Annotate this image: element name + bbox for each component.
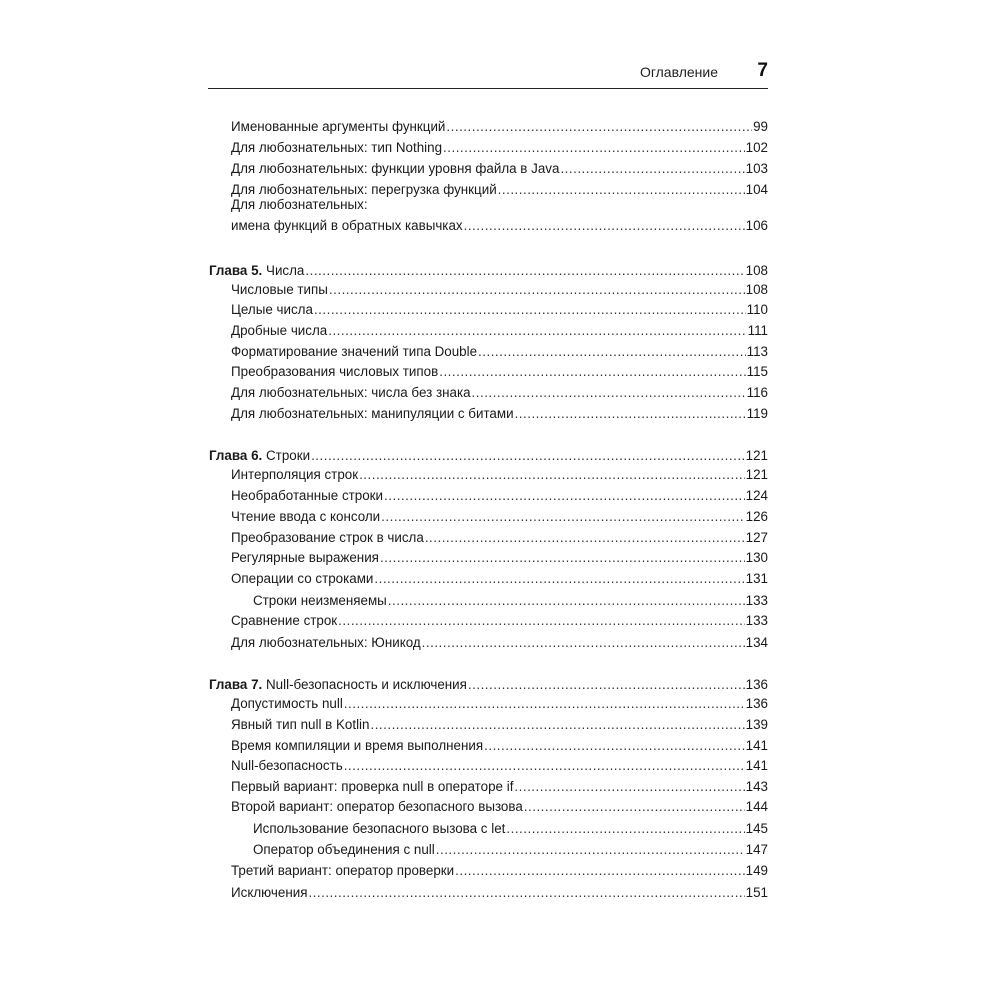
toc-entry-title <box>231 118 445 136</box>
toc-entry[interactable] <box>231 508 768 526</box>
toc-entry-text: Дробные числа <box>231 323 328 338</box>
toc-entry-title-line1: Для любознательных: <box>231 197 368 212</box>
toc-page-number: 104 <box>745 182 768 197</box>
toc-chapter-entry[interactable] <box>209 447 768 465</box>
toc-entry[interactable] <box>231 695 768 713</box>
toc-entry-title <box>231 737 483 755</box>
toc-entry-title <box>253 841 435 859</box>
toc-page-number: 144 <box>745 799 768 814</box>
toc-entry[interactable] <box>231 798 768 816</box>
toc-entry-title <box>231 884 307 902</box>
toc-page-number: 116 <box>746 385 768 400</box>
dot-leader <box>468 676 745 694</box>
toc-entry-text: Null-безопасность и исключения <box>266 677 467 692</box>
toc-page-number: 115 <box>746 364 768 379</box>
dot-leader <box>464 217 745 235</box>
toc-page-number: 149 <box>745 863 768 878</box>
dot-leader <box>436 841 745 859</box>
toc-page-number: 133 <box>745 593 768 608</box>
toc-entry-text: Первый вариант: проверка null в операторе if <box>231 779 514 794</box>
toc-page-number: 126 <box>745 509 768 524</box>
toc-page-number: 136 <box>745 696 768 711</box>
running-head-title: Оглавление <box>639 64 718 80</box>
dot-leader <box>524 798 745 816</box>
dot-leader <box>370 716 744 734</box>
toc-entry-text: Явный тип null в Kotlin <box>231 717 370 732</box>
toc-entry-title <box>231 139 442 157</box>
toc-entry[interactable] <box>231 529 768 547</box>
toc-entry[interactable] <box>231 634 768 652</box>
toc-entry-text: Для любознательных: Юникод <box>231 635 421 650</box>
toc-entry[interactable] <box>231 343 768 361</box>
toc-entry-title <box>231 757 343 775</box>
dot-leader <box>311 447 745 465</box>
toc-chapter-entry[interactable] <box>209 262 768 280</box>
toc-page-number: 110 <box>746 302 768 317</box>
toc-entry-title <box>231 862 454 880</box>
toc-entry-title <box>231 217 463 235</box>
toc-entry[interactable] <box>231 570 768 588</box>
toc-entry[interactable] <box>231 862 768 880</box>
toc-page-number: 119 <box>746 406 768 421</box>
toc-page-number: 108 <box>745 263 768 278</box>
toc-entry[interactable] <box>231 757 768 775</box>
chapter-label: Глава 7. <box>209 677 263 692</box>
toc-entry-text: Строки <box>266 448 311 463</box>
page-number: 7 <box>757 60 768 81</box>
toc-page-number: 133 <box>745 613 768 628</box>
toc-page-number: 106 <box>745 218 768 233</box>
dot-leader <box>514 778 744 796</box>
toc-page-number: 130 <box>745 550 768 565</box>
toc-entry-title <box>231 549 379 567</box>
toc-page-number: 111 <box>747 323 768 338</box>
toc-entry-title <box>231 634 421 652</box>
toc-page-number: 99 <box>753 119 768 134</box>
toc-entry-text: Форматирование значений типа Double <box>231 344 478 359</box>
dot-leader <box>422 634 745 652</box>
toc-page-number: 134 <box>745 635 768 650</box>
toc-entry-title <box>231 301 313 319</box>
toc-page-number: 143 <box>745 779 768 794</box>
toc-entry-text: Именованные аргументы функций <box>231 119 446 134</box>
toc-entry-title <box>253 592 387 610</box>
toc-entry-text: Преобразование строк в числа <box>231 530 424 545</box>
toc-entry-title <box>231 363 438 381</box>
toc-entry[interactable] <box>231 549 768 567</box>
toc-entry-text: Для любознательных: числа без знака <box>231 385 471 400</box>
toc-entry-title <box>209 262 304 280</box>
toc-entry[interactable] <box>231 384 768 402</box>
toc-page-number: 131 <box>745 571 768 586</box>
dot-leader <box>515 405 746 423</box>
toc-entry-text: Чтение ввода с консоли <box>231 509 381 524</box>
toc-entry[interactable] <box>231 118 768 136</box>
toc-entry[interactable] <box>231 301 768 319</box>
dot-leader <box>338 612 745 630</box>
dot-leader <box>344 695 745 713</box>
dot-leader <box>506 820 744 838</box>
toc-entry[interactable] <box>231 612 768 630</box>
toc-entry[interactable] <box>231 405 768 423</box>
toc-entry[interactable] <box>231 322 768 340</box>
toc-page-number: 113 <box>746 344 768 359</box>
dot-leader <box>305 262 744 280</box>
running-head <box>208 60 768 89</box>
toc-page-number: 121 <box>745 467 768 482</box>
toc-entry-title <box>231 778 513 796</box>
dot-leader <box>446 118 752 136</box>
dot-leader <box>455 862 745 880</box>
dot-leader <box>359 466 745 484</box>
toc-entry-text: Числа <box>266 263 305 278</box>
toc-entry[interactable] <box>231 363 768 381</box>
dot-leader <box>328 322 746 340</box>
dot-leader <box>308 884 744 902</box>
toc-entry-text: Использование безопасного вызова с let <box>253 821 506 836</box>
toc-entry-text: Необработанные строки <box>231 488 384 503</box>
toc-entry[interactable] <box>231 716 768 734</box>
toc-entry-title <box>231 466 358 484</box>
toc-entry-text: Для любознательных: манипуляции с битами <box>231 406 514 421</box>
toc-entry-text: Третий вариант: оператор проверки <box>231 863 455 878</box>
toc-entry-title <box>231 160 559 178</box>
toc-page-number: 121 <box>745 448 768 463</box>
toc-entry-text: Регулярные выражения <box>231 550 379 565</box>
toc-entry-title <box>231 529 424 547</box>
toc-entry-text: Интерполяция строк <box>231 467 359 482</box>
toc-page-number: 127 <box>745 530 768 545</box>
toc-entry[interactable] <box>231 884 768 902</box>
toc-entry[interactable] <box>231 217 768 235</box>
toc-page-number: 103 <box>745 161 768 176</box>
toc-entry-title <box>231 508 380 526</box>
toc-page-number: 124 <box>745 488 768 503</box>
toc-entry[interactable] <box>231 281 768 299</box>
toc-page-number: 151 <box>745 885 768 900</box>
toc-entry[interactable] <box>253 841 768 859</box>
dot-leader <box>443 139 745 157</box>
dot-leader <box>329 281 745 299</box>
toc-page-number: 147 <box>745 842 768 857</box>
toc-entry-title <box>231 798 523 816</box>
toc-entry-title <box>231 322 327 340</box>
toc-entry[interactable] <box>253 820 768 838</box>
dot-leader <box>439 363 745 381</box>
toc-entry-title <box>231 570 373 588</box>
toc-entry[interactable] <box>253 592 768 610</box>
toc-page-number: 108 <box>745 282 768 297</box>
toc-page-number: 102 <box>745 140 768 155</box>
toc-entry-title <box>231 343 477 361</box>
toc-entry-title <box>231 716 369 734</box>
toc-entry-text: Числовые типы <box>231 282 328 297</box>
toc-chapter-entry[interactable] <box>209 676 768 694</box>
toc-entry-title <box>253 820 505 838</box>
toc-entry-title <box>231 695 343 713</box>
dot-leader <box>560 160 744 178</box>
toc-entry[interactable] <box>231 466 768 484</box>
toc-entry-text: Null-безопасность <box>231 758 343 773</box>
toc-entry-text: Сравнение строк <box>231 613 338 628</box>
dot-leader <box>478 343 746 361</box>
toc-entry-title <box>209 676 467 694</box>
toc-entry-title <box>209 447 310 465</box>
toc-entry-text: Преобразования числовых типов <box>231 364 439 379</box>
dot-leader <box>381 508 744 526</box>
toc-entry-text: Строки неизменяемы <box>253 593 387 608</box>
toc-page-number: 136 <box>745 677 768 692</box>
toc-entry-text: Для любознательных: функции уровня файла в Java <box>231 161 560 176</box>
toc-entry[interactable] <box>231 160 768 178</box>
dot-leader <box>384 487 745 505</box>
toc-entry-text: Операции со строками <box>231 571 374 586</box>
toc-entry[interactable] <box>231 487 768 505</box>
toc-entry-title <box>231 487 383 505</box>
toc-entry-title <box>231 405 514 423</box>
toc-page-number: 141 <box>745 738 768 753</box>
toc-entry-title <box>231 281 328 299</box>
toc-entry[interactable] <box>231 737 768 755</box>
toc-entry-text: Оператор объединения с null <box>253 842 435 857</box>
dot-leader <box>498 181 745 199</box>
toc-entry-text: Второй вариант: оператор безопасного вызова <box>231 799 523 814</box>
toc-entry-text: Исключения <box>231 885 308 900</box>
chapter-label: Глава 6. <box>209 448 263 463</box>
dot-leader <box>374 570 744 588</box>
toc-page-number: 145 <box>745 821 768 836</box>
toc-page-number: 139 <box>745 717 768 732</box>
toc-entry-title <box>231 384 471 402</box>
dot-leader <box>472 384 746 402</box>
toc-entry-text: имена функций в обратных кавычках <box>231 218 463 233</box>
dot-leader <box>425 529 745 547</box>
dot-leader <box>388 592 745 610</box>
toc-entry[interactable] <box>231 139 768 157</box>
toc-entry-text: Для любознательных: перегрузка функций <box>231 182 497 197</box>
dot-leader <box>314 301 746 319</box>
dot-leader <box>344 757 745 775</box>
toc-entry-text: Для любознательных: тип Nothing <box>231 140 443 155</box>
toc-entry-title <box>231 612 337 630</box>
toc-entry-text: Целые числа <box>231 302 313 317</box>
dot-leader <box>380 549 745 567</box>
toc-entry[interactable] <box>231 778 768 796</box>
dot-leader <box>484 737 745 755</box>
toc-entry-text: Допустимость null <box>231 696 343 711</box>
chapter-label: Глава 5. <box>209 263 263 278</box>
toc-entry-text: Время компиляции и время выполнения <box>231 738 484 753</box>
toc-page-number: 141 <box>745 758 768 773</box>
